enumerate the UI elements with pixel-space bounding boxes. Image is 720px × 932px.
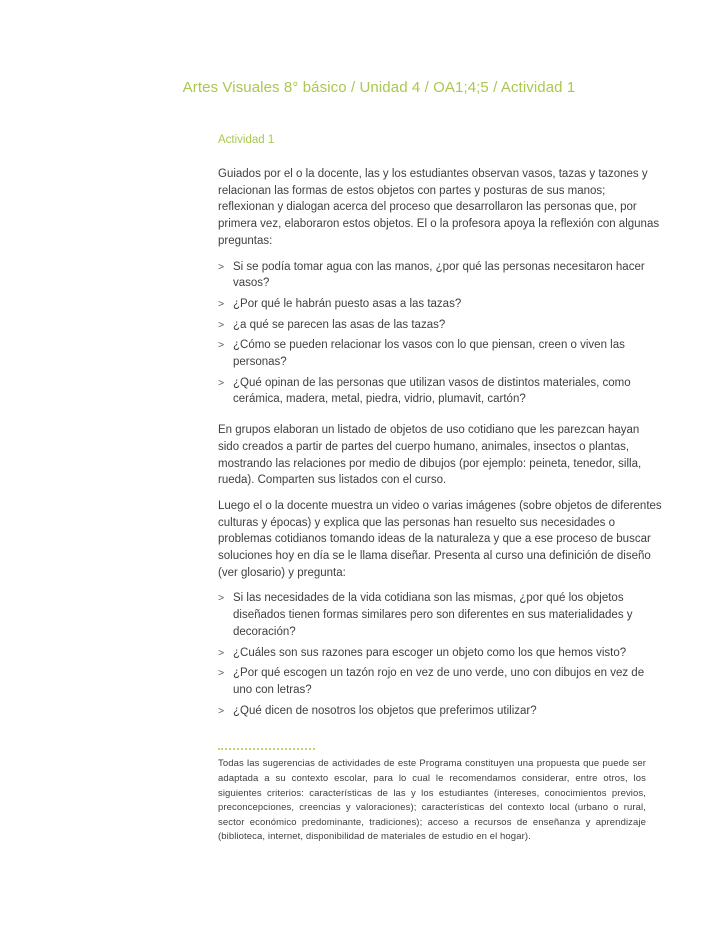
footnote-text: Todas las sugerencias de actividades de este Programa constituyen una propuesta que puede ser adaptada a su contexto escolar, para lo cual le recomendamos considerar, entre otros, los siguientes criterios: características de las y los estudiantes (intereses, conocimientos previos, preconcepciones, creencias y valoraciones); características del contexto local (urbano o rural, sector económico predominante, tradiciones); acceso a recursos de enseñanza y aprendizaje (biblioteca, internet, disponibilidad de materiales de estudio en el hogar).: [218, 758, 646, 843]
activity-heading: Actividad 1: [218, 134, 275, 146]
question-text: ¿Cuáles son sus razones para escoger un objeto como los que hemos visto?: [233, 646, 627, 659]
question-list-observation: [218, 259, 662, 409]
question-text: Si se podía tomar agua con las manos, ¿por qué las personas necesitaron hacer vasos?: [233, 260, 645, 290]
chevron-bullet-icon: >: [218, 646, 225, 659]
chevron-bullet-icon: >: [218, 318, 225, 331]
list-item: [218, 375, 662, 408]
groups-paragraph: En grupos elaboran un listado de objetos de uso cotidiano que les parezcan hayan sido creados a partir de partes del cuerpo humano, animales, insectos o plantas, mostrando las relaciones por medio de dibujos (por ejemplo: peineta, tenedor, silla, rueda). Comparten sus listados con el curso.: [218, 424, 642, 487]
chevron-bullet-icon: >: [218, 339, 225, 352]
question-text: ¿Cómo se pueden relacionar los vasos con lo que piensan, creen o viven las personas?: [233, 339, 625, 369]
chevron-bullet-icon: >: [218, 592, 225, 605]
chevron-bullet-icon: >: [218, 667, 225, 680]
question-text: ¿Por qué le habrán puesto asas a las tazas?: [233, 297, 462, 310]
chevron-bullet-icon: >: [218, 260, 225, 273]
list-item: [218, 337, 662, 370]
intro-paragraph: Guiados por el o la docente, las y los estudiantes observan vasos, tazas y tazones y relacionan las formas de estos objetos con partes y posturas de sus manos; reflexionan y dialogan acerca del proceso que desarrollaron las personas que, por primera vez, elaboraron estos objetos. El o la profesora apoya la reflexión con algunas preguntas:: [218, 168, 660, 247]
question-text: ¿a qué se parecen las asas de las tazas?: [233, 318, 446, 331]
list-item: [218, 259, 662, 292]
footnote-separator: [218, 748, 315, 750]
activity-content: [218, 133, 662, 845]
chevron-bullet-icon: >: [218, 297, 225, 310]
list-item: [218, 317, 662, 334]
question-text: ¿Por qué escogen un tazón rojo en vez de uno verde, uno con dibujos en vez de uno con letras?: [233, 667, 645, 696]
list-item: [218, 645, 662, 662]
list-item: [218, 590, 662, 640]
page-title: Artes Visuales 8° básico / Unidad 4 / OA1;4;5 / Actividad 1: [182, 79, 576, 96]
question-list-design: [218, 590, 662, 719]
question-text: Si las necesidades de la vida cotidiana son las mismas, ¿por qué los objetos diseñados tienen formas similares pero son diferentes en sus materialidades y decoración?: [233, 592, 633, 638]
chevron-bullet-icon: >: [218, 704, 225, 717]
list-item: [218, 296, 662, 313]
list-item: [218, 665, 662, 698]
footnote: [218, 748, 662, 845]
chevron-bullet-icon: >: [218, 376, 225, 389]
design-paragraph: Luego el o la docente muestra un video o varias imágenes (sobre objetos de diferentes culturas y épocas) y explica que las personas han resuelto sus necesidades o problemas cotidianos tomando ideas de la naturaleza y que a ese proceso de buscar soluciones hoy en día se le llama diseñar. Presenta al curso una definición de diseño (ver glosario) y pregunta:: [218, 499, 662, 579]
list-item: [218, 703, 662, 720]
question-text: ¿Qué dicen de nosotros los objetos que preferimos utilizar?: [233, 704, 537, 717]
question-text: ¿Qué opinan de las personas que utilizan vasos de distintos materiales, como cerámica, madera, metal, piedra, vidrio, plumavit, cartón?: [233, 376, 631, 406]
